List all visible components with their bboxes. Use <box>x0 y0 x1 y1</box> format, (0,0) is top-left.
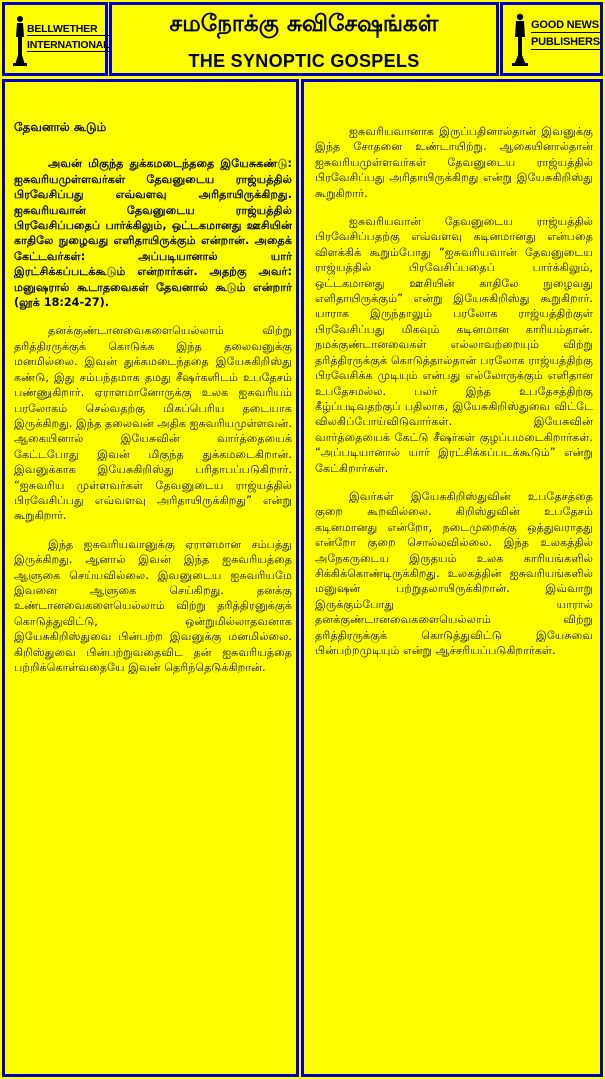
page-title-tamil: சமநோக்கு சுவிசேஷங்கள் <box>169 11 439 37</box>
good-news-figure-icon <box>512 13 528 67</box>
left-paragraph-1: தனக்குண்டானவைகளையெல்லாம் விற்று தரித்திரருக்குக் கொடுக்க இந்த தலைவனுக்கு மனமில்லை. இவன் துக்கமடைந்ததை இயேசுகிறிஸ்து கண்டு, இது சம்பந்தமாக தமது சீஷர்களிடம் உபதேசம் பண்ணுகிறார். ஏராளமானோருக்கு உலக ஐசுவரியம் பரலோகம் செல்வதற்கு மிகப்பெரிய தடையாக இருக்கிறது. இந்த தலைவன் அதிக ஐசுவரியமுள்ளவன். ஆகையினால் இயேசுவின் வார்த்தையைக் கேட்டபோது இவன் மிகுந்த துக்கமடைகிறான். இவனுக்காக இயேசுகிறிஸ்து பரிதாபப்படுகிறார். “ஐசுவரிய முள்ளவர்கள் தேவனுடைய ராஜ்யத்தில் பிரவேசிப்பது எவ்வளவு அரிதாயிருக்கிறது” என்று கூறுகிறார். <box>14 324 292 523</box>
right-paragraph-1: ஐசுவரியவானாக இருப்பதினால்தான் இவனுக்கு இந்த சோதனை உண்டாயிற்று. ஆகையினால்தான் ஐசுவரியமுள்ளவர்கள் தேவனுடைய ராஜ்யத்தில் பிரவேசிப்பது அரிதாயிருக்கிறது என்று இயேசுகிறிஸ்து கூறுகிறார். <box>315 125 593 200</box>
header <box>0 0 605 78</box>
right-paragraph-2: ஐசுவரியவான் தேவனுடைய ராஜ்யத்தில் பிரவேசிப்பதற்கு எவ்வளவு கடினமானது என்பதை விளக்கிக் கூறும்போது “ஐசுவரியவான் தேவனுடைய ராஜ்யத்தில் பிரவேசிப்பதைப் பார்க்கிலும், ஒட்டகமானது ஊசியின் காதிலே நுழைவது எளிதாயிருக்கும்” என்று இயேசுகிறிஸ்து கூறுகிறார். யாராக இருந்தாலும் பரலோக ராஜ்யத்திற்குள் பிரவேசிப்பது மிகவும் கடினமான காரியம்தான். நமக்குண்டானவைகள் எல்லாவற்றையும் விற்று தரித்திரருக்குக் கொடுத்தால்தான் பரலோக ராஜ்யத்திற்கு பிரவேசிக்க முடியும் என்பது எல்லோருக்கும் எளிதான உபதேசமல்ல. பலர் இந்த உபதேசத்திற்கு கீழ்ப்படிவதற்குப் பதிலாக, இயேசுகிறிஸ்துவை விட்டே விலகிப்போய்விடுவார்கள். இயேசுவின் வார்த்தையைக் கேட்டு சீஷர்கள் குழப்பமடைகிறார்கள். “அப்படியானால் யார் இரட்சிக்கப்படக்கூடும்” என்று கேட்கிறார்கள். <box>315 215 593 475</box>
good-news-logo <box>500 2 603 76</box>
left-paragraph-2: இந்த ஐசுவரியவானுக்கு ஏராளமான சம்பத்து இருக்கிறது. ஆனால் இவன் இந்த ஐசுவரியத்தை ஆளுகை செய்யவில்லை. இவனுடைய ஐசுவரியமே இவனை ஆளுகை செய்கிறது. தனக்கு உண்டானவைகளையெல்லாம் விற்று தரித்திரனுக்குக் கொடுத்துவிட்டு, ஒன்றுமில்லாதவனாக இயேசுகிறிஸ்துவை பின்பற்ற இவனுக்கு மனமில்லை. கிறிஸ்துவை பின்பற்றுவதைவிட தன் ஐசுவரியத்தை பற்றிக்கொள்வதையே இவன் தெரிந்தெடுக்கிறான். <box>14 537 292 674</box>
right-paragraph-3: இவர்கள் இயேசுகிறிஸ்துவின் உபதேசத்தை குறை கூறவில்லை. கிறிஸ்துவின் உபதேசம் கடினமானது என்றோ, நடைமுறைக்கு ஒத்துவராதது என்றோ குறை சொல்லவில்லை. இந்த உலகத்தில் அநேகருடைய இருதயம் உலக காரியங்களில் சிக்கிக்கொண்டிருக்கிறது. உலகத்தின் ஐசுவரியங்களில் மனுஷன் பற்றுதலாயிருக்கிறான். இவ்வாறு இருக்கும்போது யாரால் தனக்குண்டானவைகளையெல்லாம் விற்று தரித்திரருக்குக் கொடுத்துவிட்டு இயேசுவை பின்பற்றமுடியும் என்று ஆச்சரியப்படுகிறார்கள். <box>315 489 593 657</box>
good-news-logo-line2: PUBLISHERS <box>531 36 600 48</box>
good-news-logo-line1: GOOD NEWS <box>531 19 599 31</box>
bellwether-logo-line1: BELLWETHER <box>27 23 109 36</box>
title-box <box>109 2 499 76</box>
bellwether-figure-icon <box>13 15 27 67</box>
page-title-english: THE SYNOPTIC GOSPELS <box>188 51 420 71</box>
right-column <box>301 79 603 1077</box>
bellwether-logo-line2: INTERNATIONAL <box>27 39 110 51</box>
bellwether-logo <box>2 2 108 76</box>
scripture-quote: அவன் மிகுந்த துக்கமடைந்ததை இயேசுகண்டு: ஐசுவரியமுள்ளவர்கள் தேவனுடைய ராஜ்யத்தில் பிரவேசிப்பது எவ்வளவு அரிதாயிருக்கிறது. ஐசுவரியவான் தேவனுடைய ராஜ்யத்தில் பிரவேசிப்பதைப் பார்க்கிலும், ஒட்டகமானது ஊசியின் காதிலே நுழைவது எளிதாயிருக்கும் என்றான். அதைக் கேட்டவர்கள்: அப்படியானால் யார் இரட்சிக்கப்படக்கூடும் என்றார்கள். அதற்கு அவர்: மனுஷரால் கூடாதவைகள் தேவனால் கூடும் என்றார் (லூக் 18:24-27). <box>14 157 292 310</box>
left-column <box>2 79 299 1077</box>
section-heading: தேவனால் கூடும் <box>14 120 107 134</box>
